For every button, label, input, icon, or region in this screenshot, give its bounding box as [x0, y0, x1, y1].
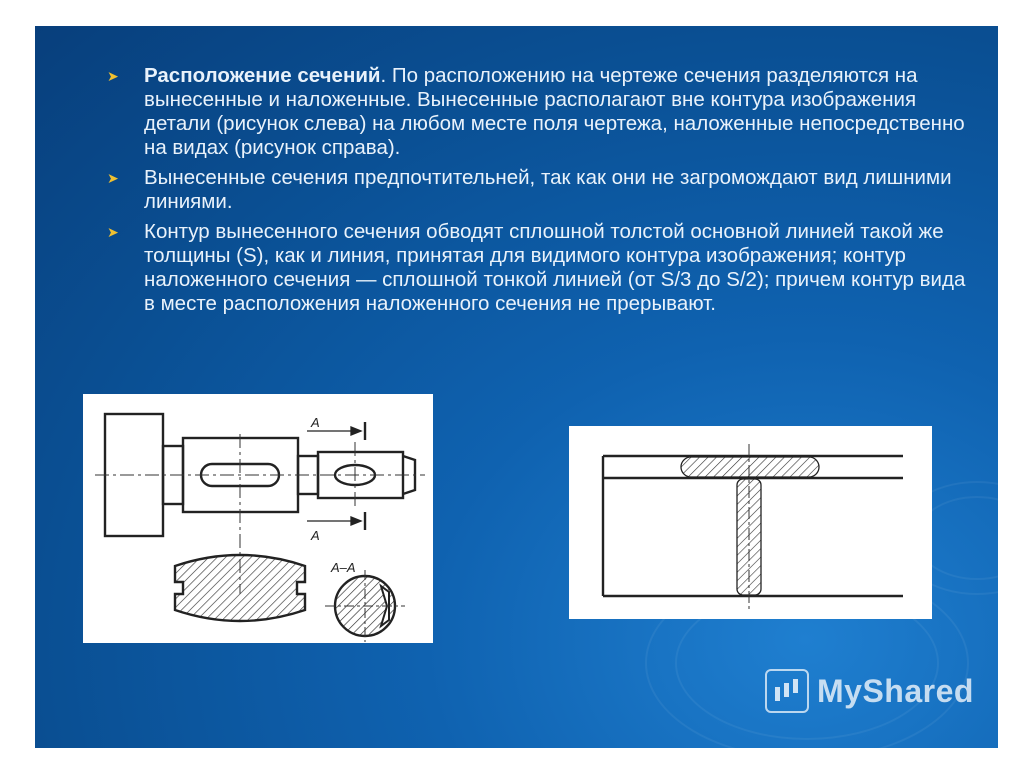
figure-removed-section [83, 394, 433, 643]
bullet-arrow-icon: ➤ [107, 224, 119, 240]
logo-text: MyShared [817, 672, 974, 709]
shaft-drawing [83, 394, 433, 643]
section-arrow-label-bottom: A [311, 528, 320, 543]
bullet-paragraph-2 [107, 166, 977, 214]
bullet-arrow-icon: ➤ [107, 68, 119, 84]
figure-overlaid-section [569, 426, 932, 619]
paragraph-text: Контур вынесенного сечения обводят сплошной толстой основной линией такой же толщины (S), как и линия, принятая для видимого контура изображения; контур наложенного сечения — сплошной тонкой линией (от S/3 до S/2); причем контур вида в месте расположения наложенного сечения не прерывают. [144, 220, 966, 315]
text-block [107, 64, 977, 322]
bullet-arrow-icon: ➤ [107, 170, 119, 186]
presentation-icon [765, 669, 809, 713]
slide [35, 26, 998, 748]
bullet-paragraph-1 [107, 64, 977, 160]
paragraph-bold: Расположение сечений [144, 64, 381, 87]
paragraph-text: . По расположению на чертеже сечения разделяются на вынесенные и наложенные. Вынесенные располагают вне контура изображения детали (рисунок слева) на любом месте поля чертежа, наложенные непосредственно на видах (рисунок справа). [144, 64, 965, 159]
myshared-logo [765, 666, 974, 716]
paragraph-text: Вынесенные сечения предпочтительней, так как они не загромождают вид лишними линиями. [144, 166, 952, 213]
bullet-paragraph-3 [107, 220, 977, 316]
section-title-label: A–A [331, 560, 356, 575]
overlaid-section-drawing [569, 426, 932, 619]
section-arrow-label-top: A [311, 415, 320, 430]
